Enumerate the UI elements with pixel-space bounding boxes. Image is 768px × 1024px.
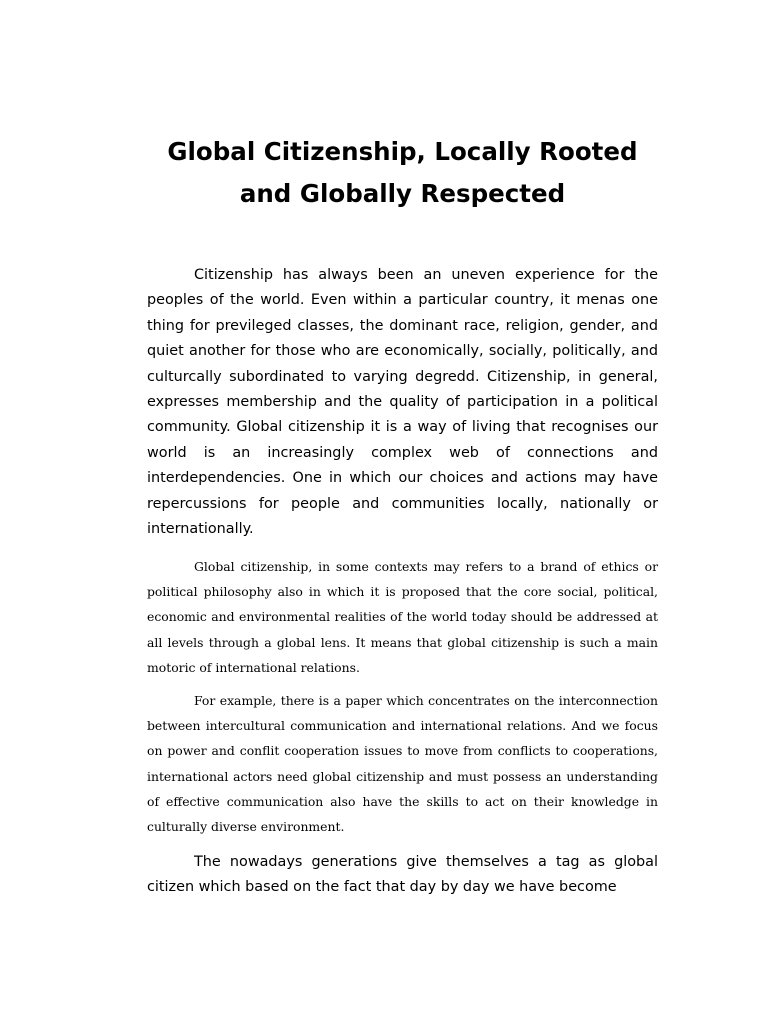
document-title-line-2: and Globally Respected [239, 179, 566, 208]
document-title-line-1: Global Citizenship, Locally Rooted [167, 137, 638, 166]
paragraph-global-citizenship-ethics: Global citizenship, in some contexts may refers to a brand of ethics or political philosophy also in which it is proposed that the core social, political, economic and environmental realities of the world today should be addressed at all levels through a global lens. It means that global citizenship is such a main motoric of international relations. [147, 559, 658, 675]
paragraph-citizenship-intro: Citizenship has always been an uneven experience for the peoples of the world. Even within a particular country, it menas one thing for previleged classes, the dominant race, religion, gender, and quiet another for those who are economically, socially, politically, and culturcally subordinated to varying degredd. Citizenship, in general, expresses membership and the quality of participation in a political community. Global citizenship it is a way of living that recognises our world is an increasingly complex web of connections and interdependencies. One in which our choices and actions may have repercussions for people and communities locally, nationally or internationally. [147, 267, 658, 538]
paragraph-example-paper: For example, there is a paper which concentrates on the interconnection between intercultural communication and international relations. And we focus on power and conflit cooperation issues to move from conflicts to cooperations, international actors need global citizenship and must possess an understanding of effective communication also have the skills to act on their knowledge in culturally diverse environment. [147, 693, 658, 835]
paragraph-nowadays-generations: The nowadays generations give themselves a tag as global citizen which based on the fact that day by day we have become [147, 854, 658, 896]
